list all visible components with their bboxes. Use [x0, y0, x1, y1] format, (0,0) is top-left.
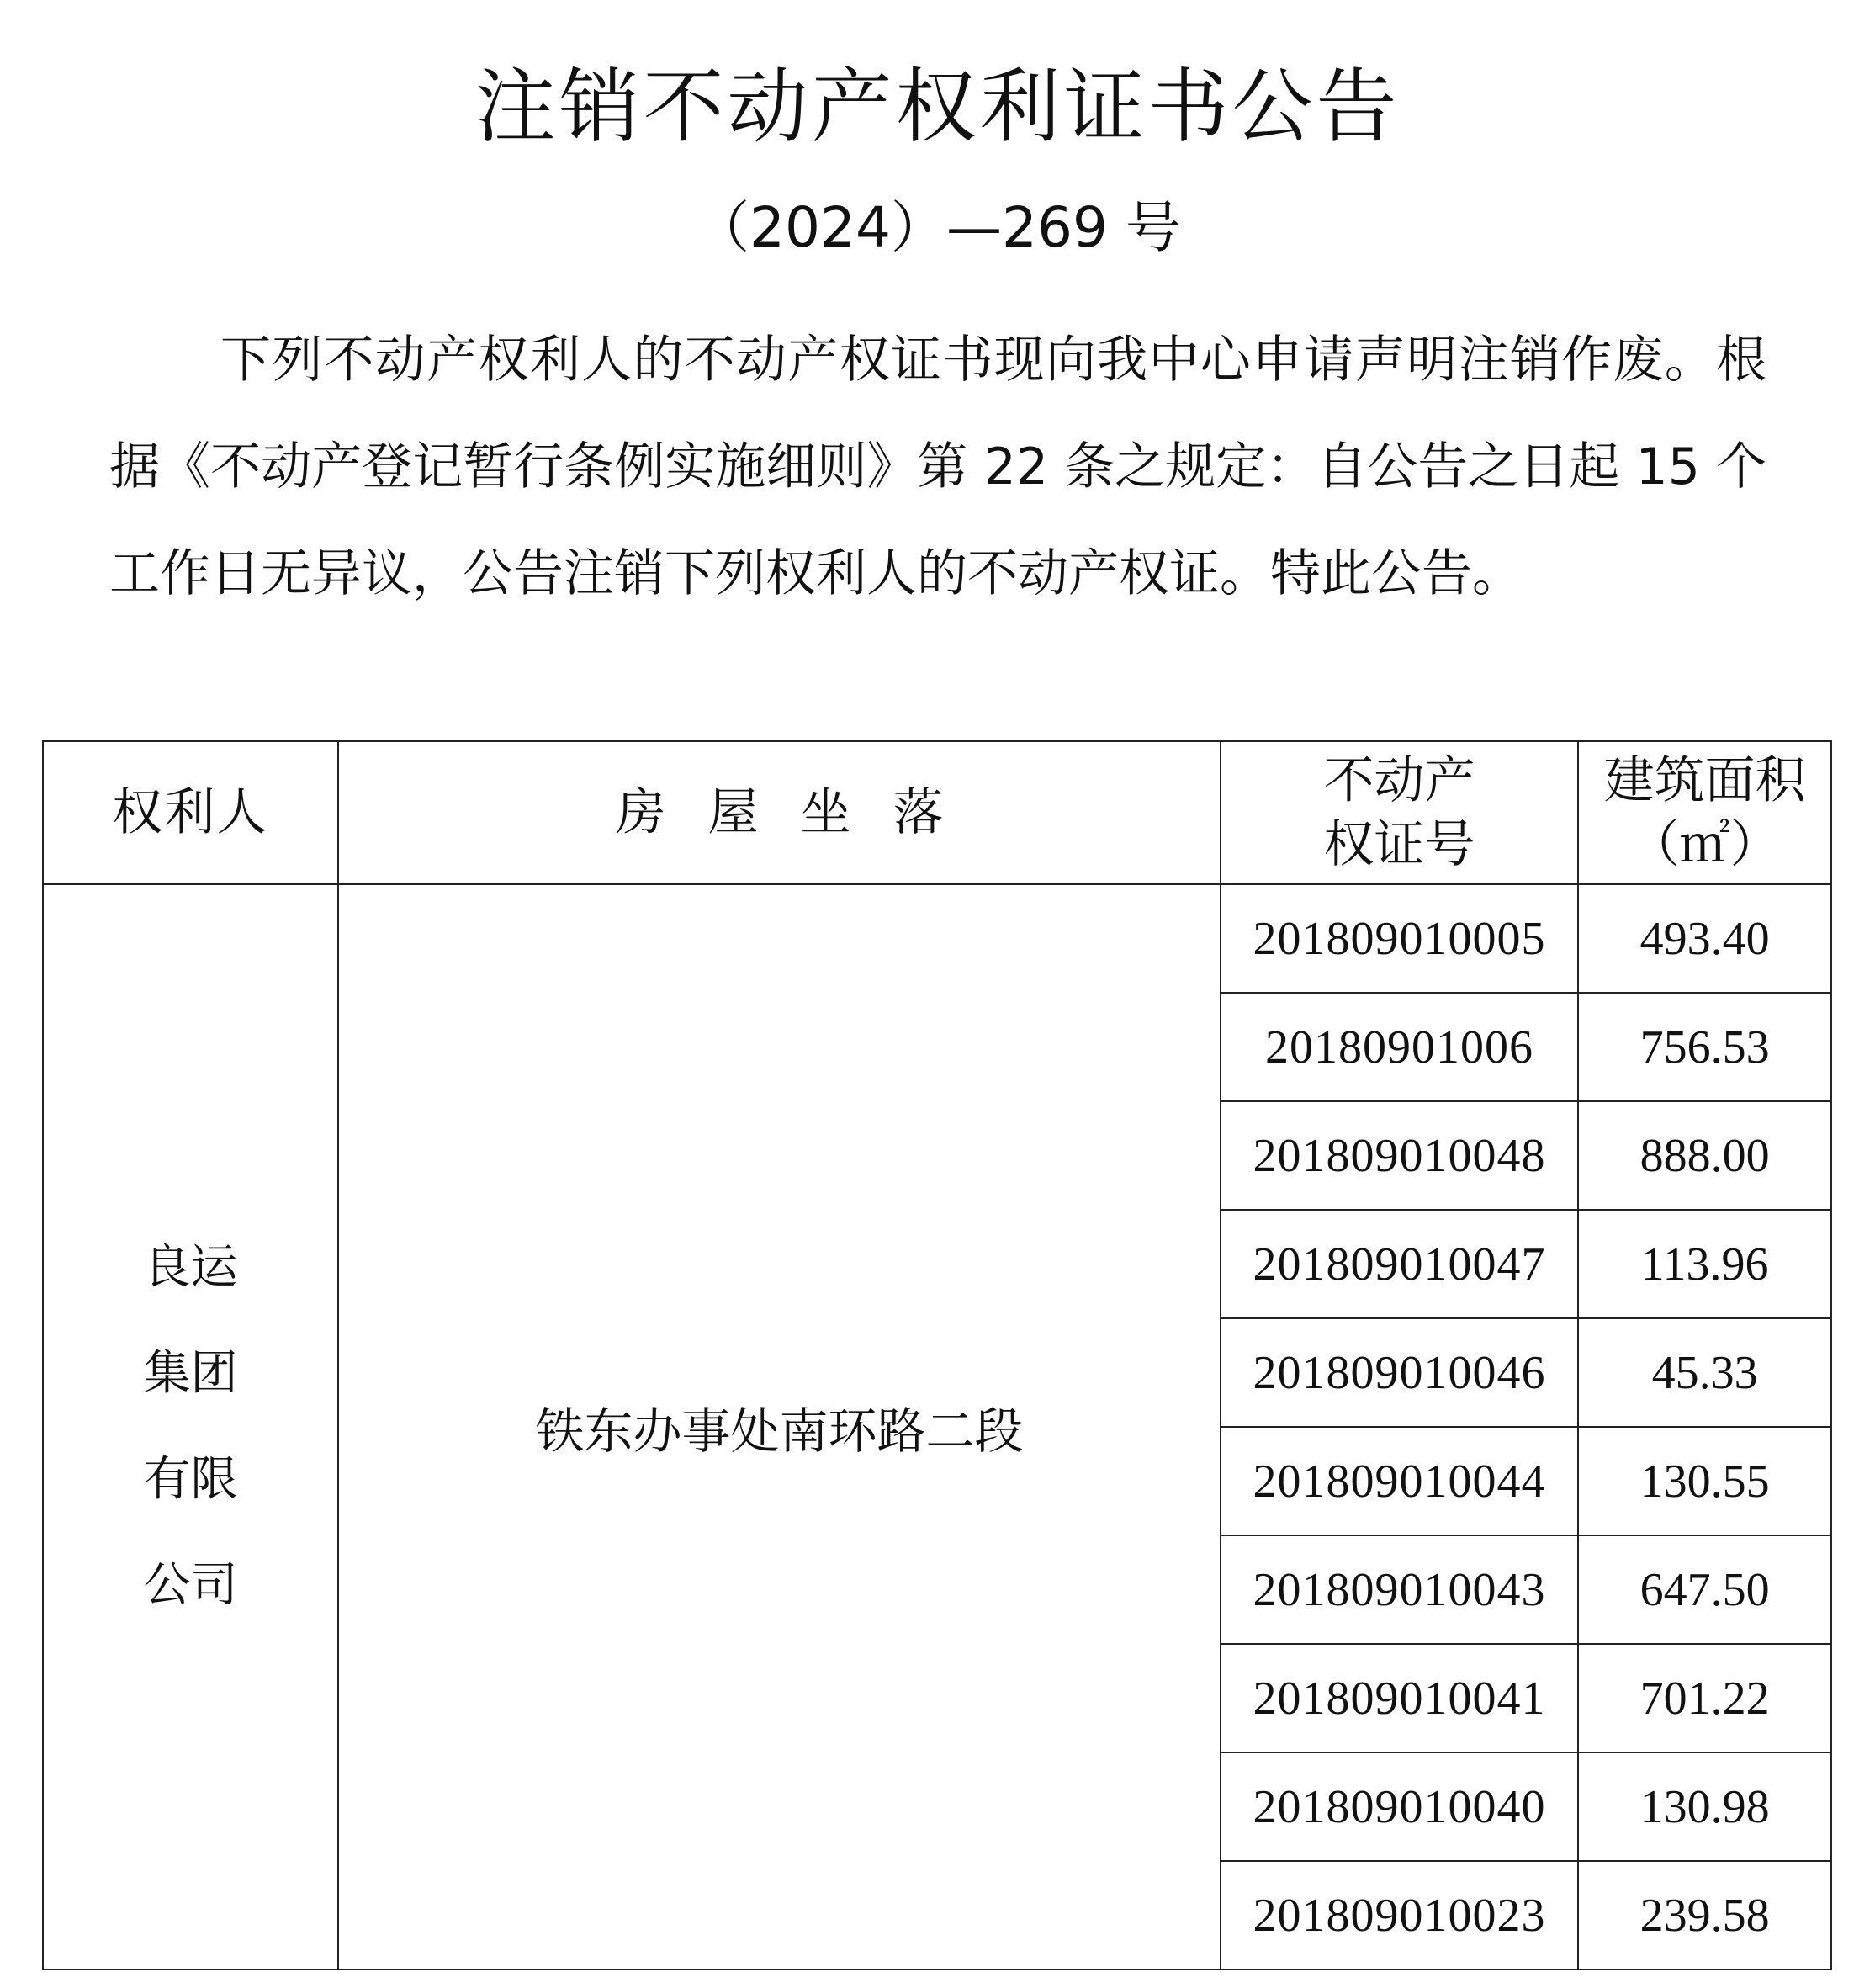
cert-number-cell: 201809010046	[1221, 1318, 1578, 1427]
header-area-line1: 建筑面积	[1603, 751, 1806, 810]
holder-line: 公司	[143, 1558, 238, 1613]
holder-line: 良运	[143, 1240, 238, 1295]
cert-number-cell: 201809010044	[1221, 1427, 1578, 1535]
cert-number-cell: 201809010005	[1221, 884, 1578, 993]
cert-number-cell: 20180901006	[1221, 993, 1578, 1101]
document-number: （2024）—269 号	[694, 195, 1181, 260]
cert-number-cell: 201809010047	[1221, 1210, 1578, 1318]
header-area-line2: （㎡）	[1629, 815, 1781, 874]
cert-number-cell: 201809010023	[1221, 1861, 1578, 1969]
cert-number-cell: 201809010041	[1221, 1644, 1578, 1752]
area-cell: 701.22	[1578, 1644, 1831, 1752]
header-cert-line1: 不动产	[1323, 751, 1475, 810]
notice-title: 注销不动产权利证书公告	[474, 60, 1401, 154]
holder-line: 有限	[143, 1452, 238, 1507]
area-cell: 113.96	[1578, 1210, 1831, 1318]
cert-number-cell: 201809010040	[1221, 1752, 1578, 1861]
certificate-table	[42, 740, 1832, 1970]
area-cell: 888.00	[1578, 1101, 1831, 1210]
cert-number-cell: 201809010043	[1221, 1535, 1578, 1644]
header-cert-number	[1221, 741, 1578, 884]
area-cell: 493.40	[1578, 884, 1831, 993]
holder-cell	[43, 884, 338, 1969]
area-cell: 130.98	[1578, 1752, 1831, 1861]
header-cert-line2: 权证号	[1323, 815, 1475, 874]
area-cell: 647.50	[1578, 1535, 1831, 1644]
notice-body: 下列不动产权利人的不动产权证书现向我中心申请声明注销作废。根据《不动产登记暂行条例实施细则》第 22 条之规定：自公告之日起 15 个工作日无异议，公告注销下列权利人的不动产权证。特此公告。	[109, 331, 1766, 603]
header-address: 房屋坐落	[338, 741, 1221, 884]
area-cell: 45.33	[1578, 1318, 1831, 1427]
header-area	[1578, 741, 1831, 884]
area-cell: 239.58	[1578, 1861, 1831, 1969]
table-header-row	[43, 741, 1831, 884]
area-cell: 130.55	[1578, 1427, 1831, 1535]
address-cell: 铁东办事处南环路二段	[338, 884, 1221, 1969]
holder-line: 集团	[143, 1346, 238, 1401]
area-cell: 756.53	[1578, 993, 1831, 1101]
cert-number-cell: 201809010048	[1221, 1101, 1578, 1210]
header-holder: 权利人	[43, 741, 338, 884]
table-row	[43, 884, 1831, 993]
